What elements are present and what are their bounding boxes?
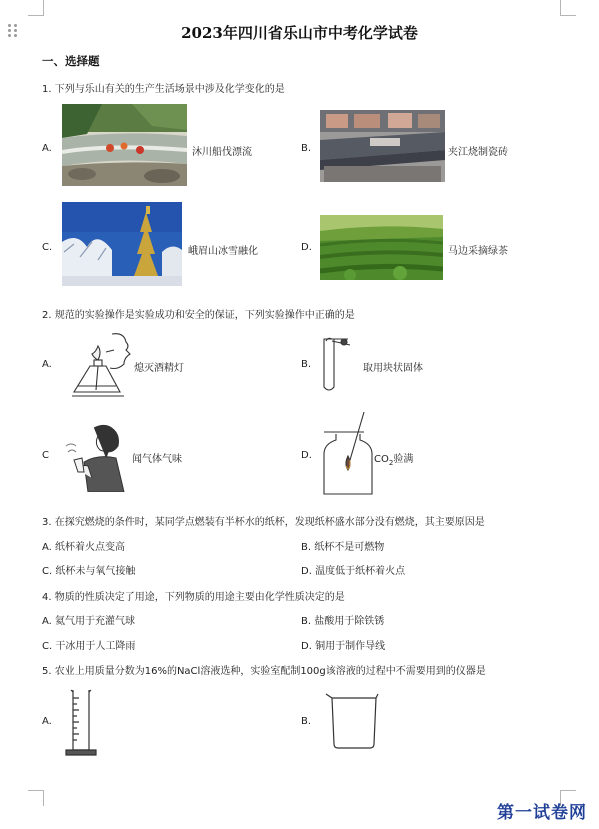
question-5-stem: 5. 农业上用质量分数为16%的NaCl溶液选种，实验室配制100g该溶液的过程中不需要用到的仪器是 <box>42 666 486 677</box>
crop-mark-top-left <box>28 0 44 16</box>
alcohol-lamp-blowing-icon <box>68 330 134 398</box>
graduated-cylinder-icon <box>64 688 98 758</box>
test-tube-solid-icon <box>318 335 364 395</box>
q3-option-b <box>301 538 384 553</box>
q4-option-c <box>42 637 135 652</box>
co2-subscript: 2 <box>388 459 394 467</box>
q4-option-c-text: 干冰用于人工降雨 <box>55 641 136 652</box>
q2-option-c-caption: 闻气体气味 <box>132 454 182 465</box>
question-2-stem: 2. 规范的实验操作是实验成功和安全的保证，下列实验操作中正确的是 <box>42 310 355 321</box>
question-1-stem: 1. 下列与乐山有关的生产生活场景中涉及化学变化的是 <box>42 84 285 95</box>
q1-option-c-caption: 峨眉山冰雪融化 <box>188 246 258 257</box>
q2-option-d-caption <box>374 450 413 467</box>
q2-option-b-letter: B. <box>301 359 312 370</box>
q3-option-c-letter: C. <box>42 566 53 577</box>
tile-factory-photo <box>320 110 445 182</box>
q4-option-d <box>301 637 385 652</box>
tea-garden-photo <box>320 215 443 280</box>
crop-mark-top-right <box>560 0 576 16</box>
q2-option-c-letter: C <box>42 450 49 461</box>
q3-option-d-text: 温度低于纸杯着火点 <box>315 566 406 577</box>
q5-option-a-letter: A. <box>42 716 52 727</box>
q1-option-b-letter: B. <box>301 143 312 154</box>
q3-option-c <box>42 562 135 577</box>
q4-option-a-text: 氦气用于充灌气球 <box>55 616 136 627</box>
q2-option-a-caption: 熄灭酒精灯 <box>134 363 184 374</box>
section-title: 一、选择题 <box>42 54 100 68</box>
q3-option-b-letter: B. <box>301 542 312 553</box>
q1-option-d-letter: D. <box>301 242 312 253</box>
co2-bottle-icon <box>320 410 376 500</box>
watermark-logo: 第一试卷网 <box>497 803 587 823</box>
question-4-stem: 4. 物质的性质决定了用途，下列物质的用途主要由化学性质决定的是 <box>42 592 345 603</box>
q4-option-c-letter: C. <box>42 641 53 652</box>
q4-option-b <box>301 612 384 627</box>
q4-option-b-letter: B. <box>301 616 312 627</box>
q3-option-a-text: 纸杯着火点变高 <box>55 542 126 553</box>
co2-formula-text: CO <box>374 454 389 465</box>
q4-option-b-text: 盐酸用于除铁锈 <box>314 616 385 627</box>
q5-option-b-letter: B. <box>301 716 312 727</box>
q1-option-a-letter: A. <box>42 143 52 154</box>
q3-option-d-letter: D. <box>301 566 312 577</box>
q1-option-b-caption: 夹江烧制瓷砖 <box>448 147 508 158</box>
q4-option-a-letter: A. <box>42 616 52 627</box>
q1-option-d-caption: 马边采摘绿茶 <box>448 246 508 257</box>
q4-option-d-text: 铜用于制作导线 <box>315 641 386 652</box>
q3-option-d <box>301 562 405 577</box>
q1-option-c-letter: C. <box>42 242 53 253</box>
q3-option-a <box>42 538 125 553</box>
q2-option-b-caption: 取用块状固体 <box>363 363 423 374</box>
co2-caption-rest: 验满 <box>393 454 414 465</box>
smelling-gas-icon <box>64 422 130 492</box>
q2-option-a-letter: A. <box>42 359 52 370</box>
question-3-stem: 3. 在探究燃烧的条件时，某同学点燃装有半杯水的纸杯，发现纸杯盛水部分没有燃烧，其主要原因是 <box>42 517 485 528</box>
q3-option-a-letter: A. <box>42 542 52 553</box>
q4-option-a <box>42 612 135 627</box>
river-rafting-photo <box>62 104 187 186</box>
q4-option-d-letter: D. <box>301 641 312 652</box>
exam-title: 2023年四川省乐山市中考化学试卷 <box>181 24 418 42</box>
q3-option-b-text: 纸杯不是可燃物 <box>314 542 385 553</box>
q3-option-c-text: 纸杯未与氧气接触 <box>55 566 136 577</box>
beaker-icon <box>322 692 382 752</box>
emei-snow-photo <box>62 202 182 286</box>
q2-option-d-letter: D. <box>301 450 312 461</box>
q1-option-a-caption: 沐川船伐漂流 <box>192 147 252 158</box>
crop-mark-bottom-left <box>28 790 44 806</box>
